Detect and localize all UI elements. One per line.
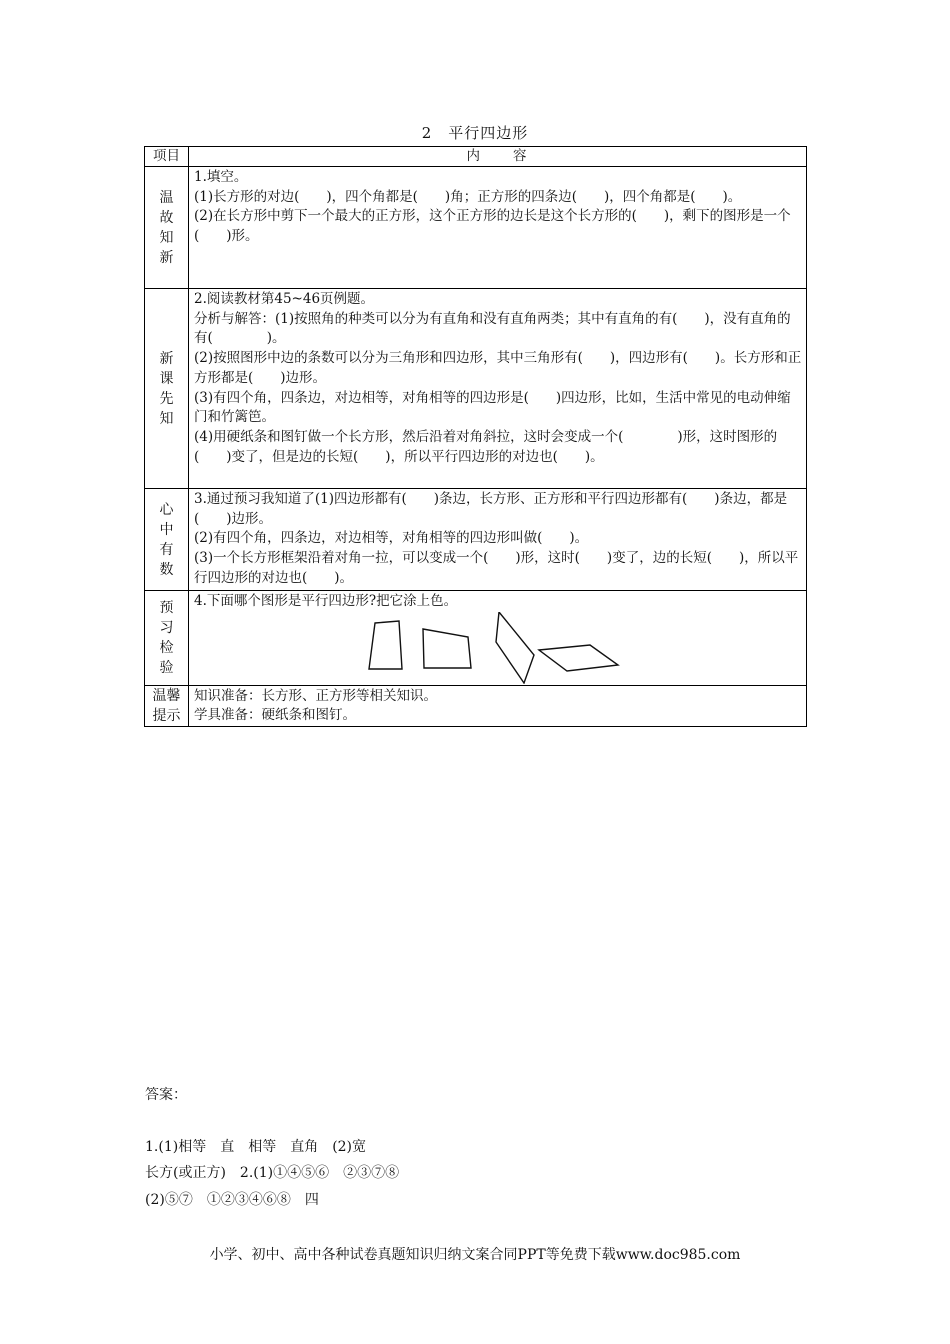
row-content	[189, 167, 807, 289]
content-line: 1.填空。	[194, 169, 248, 185]
row-label-text: 温馨提示	[152, 687, 181, 724]
answers-heading: 答案：	[145, 1087, 187, 1103]
row-label-text: 温故知新	[159, 189, 174, 266]
row-label-check	[145, 489, 189, 591]
page-title: 2 平行四边形	[421, 124, 529, 142]
content-line: 知识准备：长方形、正方形等相关知识。	[194, 687, 437, 704]
header-content: 内 容	[189, 147, 807, 167]
content-line: (2)在长方形中剪下一个最大的正方形，这个正方形的边长是这个长方形的( )，剩下的图形是一个( )形。	[194, 208, 791, 245]
row-content	[189, 685, 807, 726]
row-content	[189, 489, 807, 591]
content-line: (1)长方形的对边( )，四个角都是( )角；正方形的四条边( )，四个角都是( )。	[194, 188, 742, 205]
row-label-text: 新课先知	[159, 350, 174, 427]
row-content	[189, 591, 807, 686]
row-content	[189, 289, 807, 489]
table-row	[145, 489, 807, 591]
row-label-review	[145, 167, 189, 289]
quadrilateral-shape[interactable]	[423, 629, 471, 668]
table-header-row	[145, 147, 807, 167]
shapes-figure	[194, 612, 802, 684]
shapes-svg	[194, 612, 804, 684]
table-row	[145, 289, 807, 489]
content-line: (4)用硬纸条和图钉做一个长方形，然后沿着对角斜拉，这时会变成一个( )形，这时图形的( )变了，但是边的长短( )，所以平行四边形的对边也( )。	[194, 428, 778, 465]
content-line: (3)一个长方形框架沿着对角一拉，可以变成一个( )形，这时( )变了，边的长短( )，所以平行四边形的对边也( )。	[194, 550, 799, 586]
row-label-text: 预习检验	[159, 599, 174, 676]
rhombus-shape[interactable]	[539, 645, 618, 671]
row-label-tips	[145, 685, 189, 726]
row-label-new-lesson	[145, 289, 189, 489]
answers-line: 1.(1)相等 直 相等 直角 (2)宽	[145, 1139, 367, 1155]
content-line: 分析与解答：(1)按照角的种类可以分为有直角和没有直角两类；其中有直角的有( )，没有直角的有( )。	[194, 310, 791, 347]
parallelogram-tall-shape[interactable]	[496, 612, 534, 683]
worksheet-table	[144, 146, 807, 727]
row-label-test	[145, 591, 189, 686]
row-label-text: 心中有数	[159, 501, 174, 578]
header-item: 项目	[145, 147, 189, 167]
content-line: (3)有四个角，四条边，对边相等，对角相等的四边形是( )四边形，比如，生活中常见的电动伸缩门和竹篱笆。	[194, 389, 791, 426]
content-line: 学具准备：硬纸条和图钉。	[194, 706, 356, 723]
table-row	[145, 591, 807, 686]
table-row	[145, 167, 807, 289]
answers-line: 长方(或正方) 2.(1)①④⑤⑥ ②③⑦⑧	[145, 1165, 400, 1181]
trapezoid-shape[interactable]	[369, 621, 402, 669]
content-line: (2)有四个角，四条边，对边相等，对角相等的四边形叫做( )。	[194, 530, 589, 547]
table-row	[145, 685, 807, 726]
footer-text: 小学、初中、高中各种试卷真题知识归纳文案合同PPT等免费下载www.doc985.com	[209, 1247, 741, 1263]
answers-line: (2)⑤⑦ ①②③④⑥⑧ 四	[145, 1192, 319, 1208]
content-line: (2)按照图形中边的条数可以分为三角形和四边形，其中三角形有( )，四边形有( )。长方形和正方形都是( )边形。	[194, 350, 802, 386]
content-line: 4.下面哪个图形是平行四边形?把它涂上色。	[194, 593, 458, 609]
content-line: 2.阅读教材第45~46页例题。	[194, 291, 375, 307]
content-line: 3.通过预习我知道了(1)四边形都有( )条边，长方形、正方形和平行四边形都有( )条边，都是( )边形。	[194, 491, 788, 527]
